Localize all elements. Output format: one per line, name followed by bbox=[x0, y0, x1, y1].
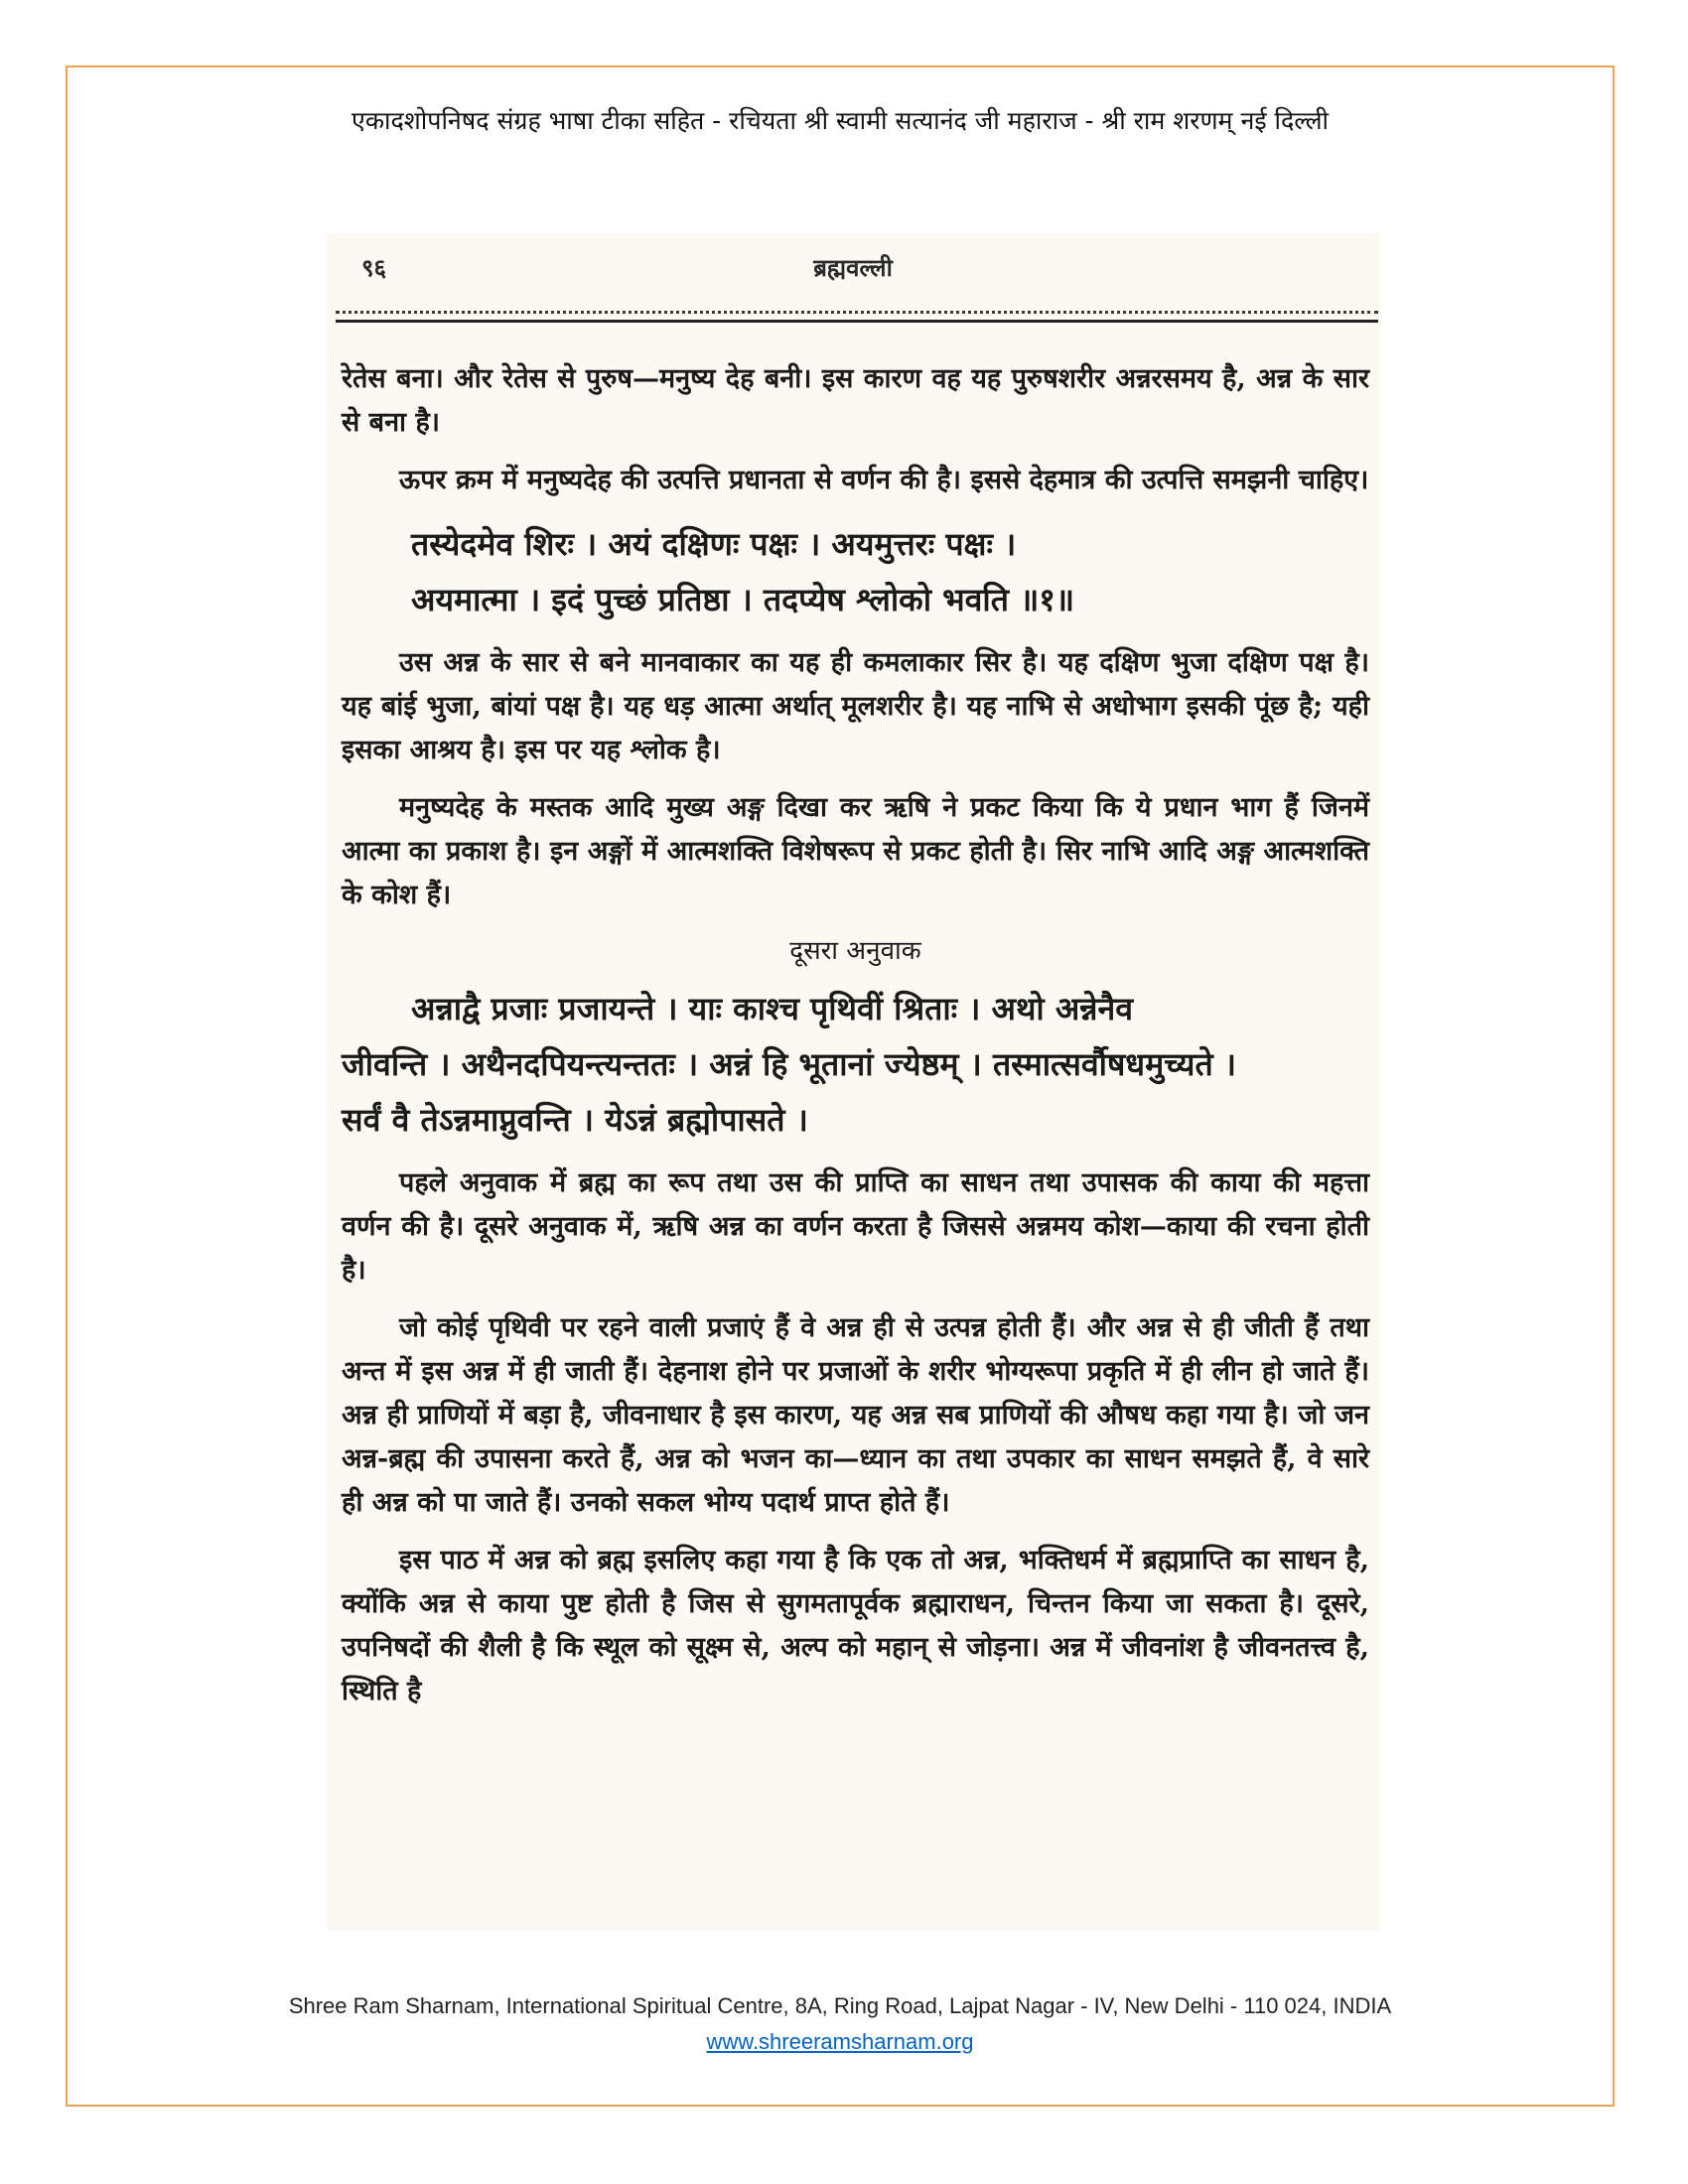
running-title: ब्रह्मवल्ली bbox=[813, 253, 893, 282]
paragraph-3: उस अन्न के सार से बने मानवाकार का यह ही कमलाकार सिर है। यह दक्षिण भुजा दक्षिण पक्ष है। यह बांई भुजा, बांयां पक्ष है। यह धड़ आत्मा अर्थात् मूलशरीर है। यह नाभि से अधोभाग इसकी पूंछ है; यही इसका आश्रय है। इस पर यह श्लोक है। bbox=[342, 647, 1369, 765]
dotted-rule bbox=[336, 311, 1378, 314]
verse-2-line-3: सर्वं वै तेऽन्नमाप्नुवन्ति । येऽन्नं ब्रह्मोपासते । bbox=[342, 1101, 808, 1139]
scan-body bbox=[342, 357, 1369, 1727]
verse-2-line-2: जीवन्ति । अथैनदपियन्त्यन्ततः । अन्नं हि भूतानां ज्येष्ठम् । तस्मात्सर्वौषधमुच्यते । bbox=[342, 1045, 1236, 1083]
verse-1 bbox=[342, 516, 1369, 627]
verse-2-line-1: अन्नाद्वै प्रजाः प्रजायन्ते । याः काश्च पृथिवीं श्रिताः । अथो अन्नेनैव bbox=[411, 990, 1134, 1027]
verse-1-line-1: तस्येदमेव शिरः । अयं दक्षिणः पक्षः । अयमुत्तरः पक्षः । bbox=[411, 525, 1017, 563]
verse-1-line-2: अयमात्मा । इदं पुच्छं प्रतिष्ठा । तदप्येष श्लोको भवति ॥१॥ bbox=[411, 581, 1075, 618]
verse-2 bbox=[342, 981, 1369, 1148]
paragraph-7: इस पाठ में अन्न को ब्रह्म इसलिए कहा गया है कि एक तो अन्न, भक्तिधर्म में ब्रह्मप्राप्ति का साधन है, क्योंकि अन्न से काया पुष्ट होती है जिस से सुगमतापूर्वक ब्रह्माराधन, चिन्तन किया जा सकता है। दूसरे, उपनिषदों की शैली है कि स्थूल को सूक्ष्म से, अल्प को महान् से जोड़ना। अन्न में जीवनांश है जीवनतत्त्व है, स्थिति है bbox=[342, 1545, 1369, 1706]
footer-address: Shree Ram Sharnam, International Spiritual Centre, 8A, Ring Road, Lajpat Nagar - IV, New Delhi - 110 024, INDIA bbox=[288, 1993, 1392, 2018]
footer-website-link[interactable]: www.shreeramsharnam.org bbox=[706, 2029, 974, 2054]
document-header: एकादशोपनिषद संग्रह भाषा टीका सहित - रचियता श्री स्वामी सत्यानंद जी महाराज - श्री राम शरणम् नई दिल्ली bbox=[352, 106, 1329, 135]
paragraph-1: रेतेस बना। और रेतेस से पुरुष—मनुष्य देह बनी। इस कारण वह यह पुरुषशरीर अन्नरसमय है, अन्न के सार से बना है। bbox=[342, 363, 1369, 438]
paragraph-4: मनुष्यदेह के मस्तक आदि मुख्य अङ्ग दिखा कर ऋषि ने प्रकट किया कि ये प्रधान भाग हैं जिनमें आत्मा का प्रकाश है। इन अङ्गों में आत्मशक्ति विशेषरूप से प्रकट होती है। सिर नाभि आदि अङ्ग आत्मशक्ति के कोश हैं। bbox=[342, 792, 1369, 910]
solid-rule bbox=[336, 320, 1378, 323]
page-number: ९६ bbox=[361, 253, 386, 282]
paragraph-2: ऊपर क्रम में मनुष्यदेह की उत्पत्ति प्रधानता से वर्णन की है। इससे देहमात्र की उत्पत्ति समझनी चाहिए। bbox=[399, 465, 1369, 495]
paragraph-5: पहले अनुवाक में ब्रह्म का रूप तथा उस की प्राप्ति का साधन तथा उपासक की काया की महत्ता वर्णन की है। दूसरे अनुवाक में, ऋषि अन्न का वर्णन करता है जिससे अन्नमय कोश—काया की रचना होती है। bbox=[342, 1167, 1369, 1286]
scanned-page bbox=[328, 233, 1380, 1931]
scan-page-header bbox=[342, 247, 1364, 287]
paragraph-6: जो कोई पृथिवी पर रहने वाली प्रजाएं हैं वे अन्न ही से उत्पन्न होती हैं। और अन्न से ही जीती हैं तथा अन्त में इस अन्न में ही जाती हैं। देहनाश होने पर प्रजाओं के शरीर भोग्यरूपा प्रकृति में ही लीन हो जाते हैं। अन्न ही प्राणियों में बड़ा है, जीवनाधार है इस कारण, यह अन्न सब प्राणियों की औषध कहा गया है। जो जन अन्न-ब्रह्म की उपासना करते हैं, अन्न को भजन का—ध्यान का तथा उपकार का साधन समझते हैं, वे सारे ही अन्न को पा जाते हैं। उनको सकल भोग्य पदार्थ प्राप्त होते हैं। bbox=[342, 1312, 1370, 1518]
section-heading: दूसरा अनुवाक bbox=[789, 936, 921, 966]
